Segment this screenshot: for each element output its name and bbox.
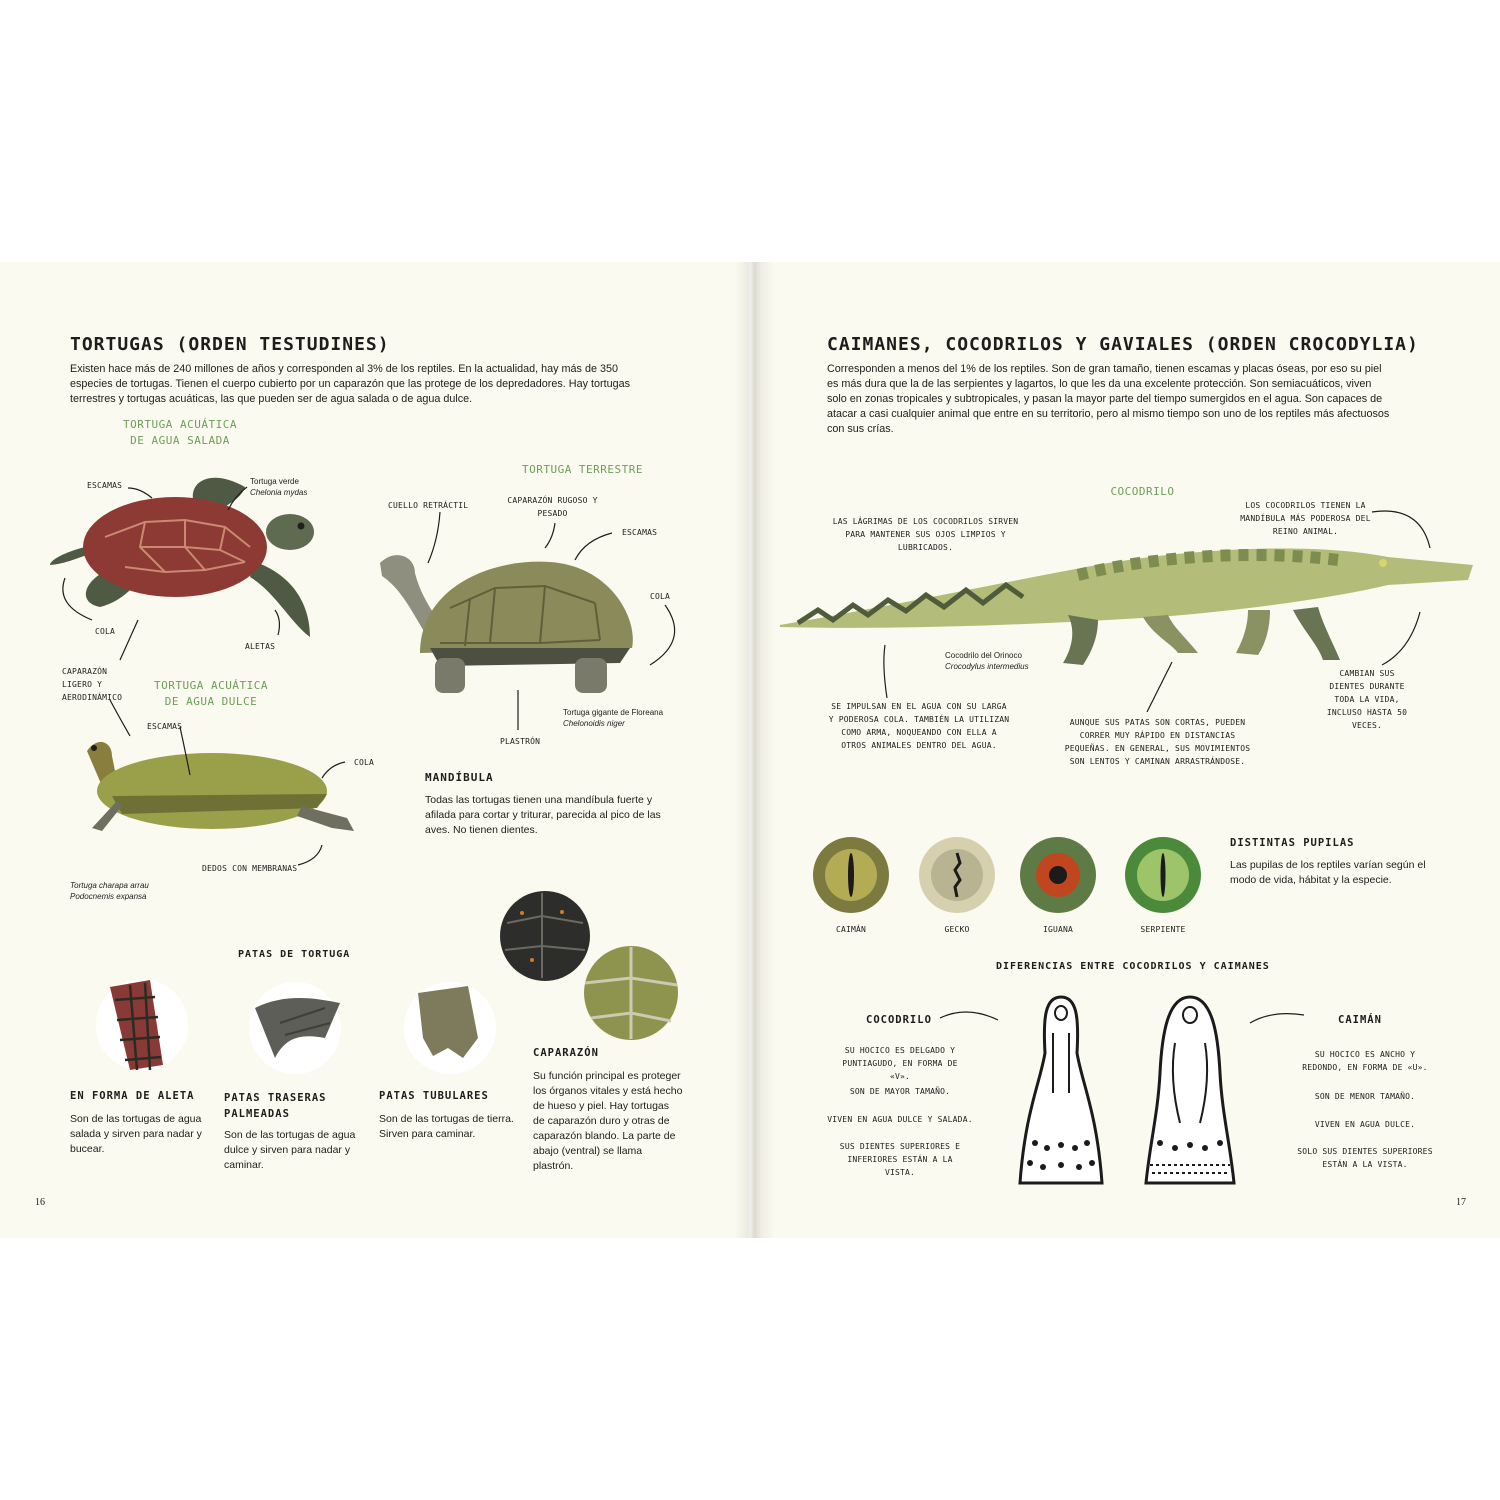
eye-iguana-icon bbox=[1018, 835, 1098, 915]
cocodrilo-col-title: COCODRILO bbox=[866, 1014, 932, 1026]
eye-label-serpiente: SERPIENTE bbox=[1140, 925, 1186, 934]
tubular-leg-illustration bbox=[403, 978, 498, 1078]
eye-gecko-icon bbox=[917, 835, 997, 915]
pata-aleta-text: Son de las tortugas de agua salada y sirven para nadar y bucear. bbox=[70, 1113, 202, 1155]
left-intro: Existen hace más de 240 millones de años y corresponden al 3% de los reptiles. En la actualidad, hay más de 350 especies de tortugas. Tienen el cuerpo cubierto por un caparazón que las protege de los depredadores. Hay tortugas terrestres y tortugas acuáticas, las que pueden ser de agua salada o de agua dulce. bbox=[70, 363, 630, 405]
land-turtle-latin: Chelonoidis niger bbox=[563, 719, 625, 728]
left-title: TORTUGAS (ORDEN TESTUDINES) bbox=[70, 334, 390, 355]
caiman-col-title: CAIMÁN bbox=[1338, 1014, 1382, 1026]
caiman-point-2: SON DE MENOR TAMAÑO. bbox=[1314, 1092, 1416, 1101]
pata-tubular-title: PATAS TUBULARES bbox=[379, 1090, 489, 1102]
cocodrilo-point-2: SON DE MAYOR TAMAÑO. bbox=[849, 1087, 951, 1096]
cocodrilo-point-3: VIVEN EN AGUA DULCE Y SALADA. bbox=[827, 1115, 973, 1124]
sea-turtle-label-escamas: ESCAMAS bbox=[87, 481, 123, 490]
croc-heading: COCODRILO bbox=[1110, 485, 1175, 498]
fresh-turtle-heading: TORTUGA ACUÁTICA DE AGUA DULCE bbox=[154, 679, 268, 708]
right-page-number: 17 bbox=[1456, 1197, 1466, 1208]
croc-name: Cocodrilo del Orinoco bbox=[945, 651, 1022, 660]
land-turtle-label-cuello: CUELLO RETRÁCTIL bbox=[388, 501, 469, 510]
land-turtle-name: Tortuga gigante de Floreana bbox=[563, 708, 664, 717]
sea-turtle-label-aletas: ALETAS bbox=[245, 642, 276, 651]
croc-note-patas: AUNQUE SUS PATAS SON CORTAS, PUEDEN CORRER MUY RÁPIDO EN DISTANCIAS PEQUEÑAS. EN GENERAL, SUS MOVIMIENTOS SON LENTOS Y CAMINAN ARRASTRÁNDOSE. bbox=[1064, 718, 1251, 766]
croc-note-dientes: CAMBIAN SUS DIENTES DURANTE TODA LA VIDA, INCLUSO HASTA 50 VECES. bbox=[1326, 669, 1408, 730]
webbed-leg-illustration bbox=[245, 983, 345, 1078]
pata-tubular-text: Son de las tortugas de tierra. Sirven para caminar. bbox=[379, 1113, 514, 1140]
patas-title: PATAS DE TORTUGA bbox=[238, 949, 351, 960]
fresh-turtle-label-dedos: DEDOS CON MEMBRANAS bbox=[202, 864, 298, 873]
eye-snake-icon bbox=[1123, 835, 1203, 915]
sea-turtle-label-cola: COLA bbox=[95, 627, 116, 636]
croc-latin: Crocodylus intermedius bbox=[945, 662, 1029, 671]
land-turtle-label-escamas: ESCAMAS bbox=[622, 528, 658, 537]
land-turtle-label-cola: COLA bbox=[650, 592, 671, 601]
land-turtle-label-plastron: PLASTRÓN bbox=[500, 737, 541, 746]
croc-note-cola: SE IMPULSAN EN EL AGUA CON SU LARGA Y PODEROSA COLA. TAMBIÉN LA UTILIZAN COMO ARMA, NOQUEANDO CON ELLA A OTROS ANIMALES DENTRO DEL AGUA. bbox=[828, 702, 1010, 750]
sea-turtle-latin: Chelonia mydas bbox=[250, 488, 308, 497]
left-page-number: 16 bbox=[35, 1197, 45, 1208]
land-turtle-heading: TORTUGA TERRESTRE bbox=[521, 463, 644, 476]
diferencias-title: DIFERENCIAS ENTRE COCODRILOS Y CAIMANES bbox=[996, 961, 1270, 972]
eye-label-caiman: CAIMÁN bbox=[835, 925, 867, 934]
eye-caiman-icon bbox=[811, 835, 891, 915]
dark-shell-illustration bbox=[497, 888, 593, 984]
sea-turtle-name: Tortuga verde bbox=[250, 477, 299, 486]
mandibula-title: MANDÍBULA bbox=[425, 771, 494, 784]
land-turtle-label-caparazon: CAPARAZÓN RUGOSO Y PESADO bbox=[507, 496, 598, 518]
fresh-turtle-name: Tortuga charapa arrau bbox=[70, 881, 149, 890]
right-title: CAIMANES, COCODRILOS Y GAVIALES (ORDEN CROCODYLIA) bbox=[827, 334, 1419, 355]
caiman-point-4: SOLO SUS DIENTES SUPERIORES ESTÁN A LA VISTA. bbox=[1297, 1147, 1433, 1169]
pata-palmeada-text: Son de las tortugas de agua dulce y sirven para nadar y caminar. bbox=[224, 1129, 356, 1171]
pata-palmeada-title: PATAS TRASERAS PALMEADAS bbox=[224, 1092, 327, 1120]
caiman-point-1: SU HOCICO ES ANCHO Y REDONDO, EN FORMA DE «U». bbox=[1302, 1050, 1428, 1072]
pupilas-text: Las pupilas de los reptiles varían según el modo de vida, hábitat y la especie. bbox=[1230, 859, 1426, 886]
cocodrilo-point-4: SUS DIENTES SUPERIORES E INFERIORES ESTÁN A LA VISTA. bbox=[839, 1142, 961, 1177]
green-shell-illustration bbox=[581, 943, 681, 1043]
fresh-turtle-label-cola: COLA bbox=[354, 758, 375, 767]
pata-aleta-title: EN FORMA DE ALETA bbox=[70, 1090, 195, 1102]
sea-turtle-heading: TORTUGA ACUÁTICA DE AGUA SALADA bbox=[123, 418, 237, 447]
fresh-turtle-latin: Podocnemis expansa bbox=[70, 892, 147, 901]
crocodile-snout-illustration bbox=[1015, 993, 1107, 1188]
cocodrilo-point-1: SU HOCICO ES DELGADO Y PUNTIAGUDO, EN FORMA DE «V». bbox=[842, 1046, 958, 1081]
pupilas-title: DISTINTAS PUPILAS bbox=[1230, 837, 1355, 849]
flipper-leg-illustration bbox=[95, 975, 190, 1075]
croc-note-lagrimas: LAS LÁGRIMAS DE LOS COCODRILOS SIRVEN PARA MANTENER SUS OJOS LIMPIOS Y LUBRICADOS. bbox=[832, 517, 1019, 552]
sea-turtle-label-caparazon: CAPARAZÓN LIGERO Y AERODINÁMICO bbox=[62, 667, 123, 702]
caparazon-text: Su función principal es proteger los órganos vitales y está hecho de hueso y piel. Hay tortugas de caparazón duro y otras de caparazón blando. La parte de abajo (ventral) se llama plastrón. bbox=[533, 1070, 683, 1172]
caparazon-title: CAPARAZÓN bbox=[533, 1047, 599, 1059]
caiman-snout-illustration bbox=[1140, 993, 1240, 1188]
right-intro: Corresponden a menos del 1% de los reptiles. Son de gran tamaño, tienen escamas y placas óseas, por eso su piel es más dura que la de las serpientes y lagartos, lo que les da una excelente protección. Son semiacuáticos, viven solo en zonas tropicales y subtropicales, y pasan la mayor parte del tiempo sumergidos en el agua. Son capaces de atacar a casi cualquier animal que entre en su territorio, pero al mismo tiempo son uno de los reptiles más afectuosos con sus crías. bbox=[827, 363, 1390, 435]
caiman-point-3: VIVEN EN AGUA DULCE. bbox=[1314, 1120, 1416, 1129]
eye-label-iguana: IGUANA bbox=[1042, 925, 1074, 934]
mandibula-text: Todas las tortugas tienen una mandíbula fuerte y afilada para cortar y triturar, parecida al pico de las aves. No tienen dientes. bbox=[425, 794, 661, 836]
croc-note-mandibula: LOS COCODRILOS TIENEN LA MANDÍBULA MÁS PODEROSA DEL REINO ANIMAL. bbox=[1240, 501, 1371, 536]
fresh-turtle-label-escamas: ESCAMAS bbox=[147, 722, 183, 731]
eye-label-gecko: GECKO bbox=[944, 925, 970, 934]
